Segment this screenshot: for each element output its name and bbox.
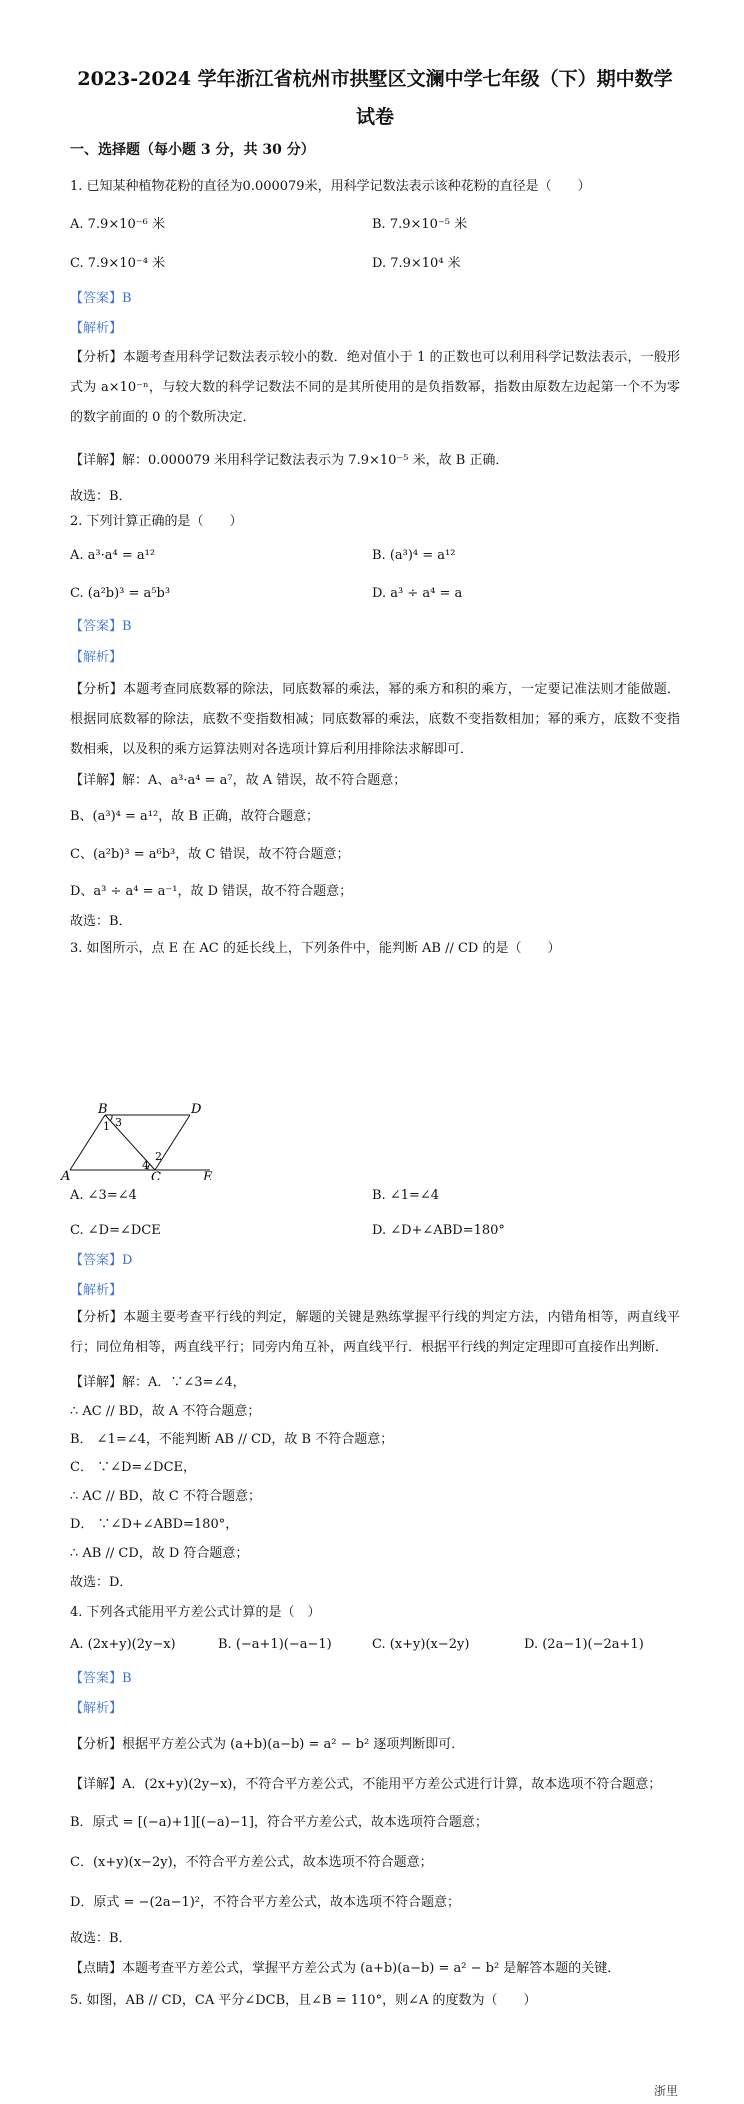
q1-stem: 1. 已知某种植物花粉的直径为0.000079米，用科学记数法表示该种花粉的直径是（ ）: [70, 179, 591, 194]
q4-review: 【点睛】本题考查平方差公式，掌握平方差公式为 (a+b)(a−b) = a² − b² 是解答本题的关键．: [70, 1961, 621, 1976]
q3-option-a: A. ∠3=∠4: [70, 1188, 137, 1203]
q4-detail-d: D．原式 = −(2a−1)²，不符合平方差公式，故本选项不符合题意；: [70, 1895, 461, 1910]
page-title: 2023-2024 学年浙江省杭州市拱墅区文澜中学七年级（下）期中数学: [77, 68, 673, 90]
q3-analysis: 【分析】本题主要考查平行线的判定，解题的关键是熟练掌握平行线的判定方法，内错角相等，两直线平行；同位角相等，两直线平行；同旁内角互补，两直线平行．根据平行线的判定定理即可直接作出判断．: [70, 1310, 680, 1355]
q2-option-c: C. (a²b)³ = a⁵b³: [70, 586, 171, 601]
q2-detail-c: C、(a²b)³ = a⁶b³，故 C 错误，故不符合题意；: [70, 847, 350, 862]
q4-analysis: 【分析】根据平方差公式为 (a+b)(a−b) = a² − b² 逐项判断即可．: [70, 1737, 465, 1752]
page-title-line2: 试卷: [355, 106, 394, 128]
q2-detail-a: 【详解】解：A、a³·a⁴ = a⁷，故 A 错误，故不符合题意；: [70, 773, 407, 788]
label-a: A: [61, 1169, 71, 1180]
q2-analysis: 【分析】本题考查同底数幂的除法，同底数幂的乘法，幂的乘方和积的乘方，一定要记准法则才能做题．根据同底数幂的除法，底数不变指数相减；同底数幂的乘法，底数不变指数相加；幂的乘方，底数不变指数相乘，以及积的乘方运算法则对各选项计算后利用排除法求解即可．: [70, 682, 680, 757]
q1-option-c: C. 7.9×10⁻⁴ 米: [70, 256, 166, 271]
q2-option-d: D. a³ ÷ a⁴ = a: [372, 586, 463, 601]
q1-analysis: 【分析】本题考查用科学记数法表示较小的数．绝对值小于 1 的正数也可以利用科学记数法表示，一般形式为 a×10⁻ⁿ，与较大数的科学记数法不同的是其所使用的是负指数幂，指数由原数左边起第一个不为零的数字前面的 0 的个数所决定．: [70, 350, 680, 425]
label-b: B: [98, 1102, 108, 1117]
angle-arc-3: [110, 1115, 112, 1121]
q4-option-c: C. (x+y)(x−2y): [372, 1637, 470, 1652]
q1-option-d: D. 7.9×10⁴ 米: [372, 256, 461, 271]
label-e: E: [203, 1170, 213, 1180]
q4-jiexi: 【解析】: [70, 1701, 123, 1716]
q5-stem: 5. 如图，AB // CD，CA 平分∠DCB，且∠B = 110°，则∠A 的度数为（ ）: [70, 1993, 537, 2008]
q3-detail-7: ∴ AB // CD，故 D 符合题意；: [70, 1546, 249, 1561]
q3-answer: 【答案】D: [70, 1253, 133, 1268]
q2-answer: 【答案】B: [70, 619, 132, 634]
q4-stem: 4. 下列各式能用平方差公式计算的是（ ）: [70, 1605, 321, 1620]
q3-option-d: D. ∠D+∠ABD=180°: [372, 1223, 505, 1238]
q3-detail-4: C． ∵∠D=∠DCE，: [70, 1460, 197, 1475]
label-c: C: [151, 1170, 161, 1180]
q3-option-c: C. ∠D=∠DCE: [70, 1223, 161, 1238]
q2-detail-d: D、a³ ÷ a⁴ = a⁻¹，故 D 错误，故不符合题意；: [70, 884, 353, 899]
q2-stem: 2. 下列计算正确的是（ ）: [70, 514, 243, 529]
q3-detail-2: ∴ AC // BD，故 A 不符合题意；: [70, 1404, 261, 1419]
q2-choose: 故选：B．: [70, 914, 132, 929]
q1-choose: 故选：B．: [70, 489, 132, 504]
q1-option-b: B. 7.9×10⁻⁵ 米: [372, 217, 468, 232]
q4-detail-c: C．(x+y)(x−2y)，不符合平方差公式，故本选项不符合题意；: [70, 1855, 433, 1870]
q3-detail-1: 【详解】解：A．∵∠3=∠4，: [70, 1375, 246, 1390]
q3-figure: [60, 1100, 220, 1180]
label-1: 1: [103, 1120, 110, 1133]
q4-detail-b: B．原式 = [(−a)+1][(−a)−1]，符合平方差公式，故本选项符合题意；: [70, 1815, 488, 1830]
q1-jiexi: 【解析】: [70, 321, 123, 336]
page-footer: 浙里: [654, 2084, 679, 2098]
q2-jiexi: 【解析】: [70, 650, 123, 665]
q4-option-d: D. (2a−1)(−2a+1): [524, 1637, 644, 1652]
q1-answer: 【答案】B: [70, 291, 132, 306]
q3-jiexi: 【解析】: [70, 1283, 123, 1298]
segment-ab: [70, 1115, 105, 1170]
q4-detail-a: 【详解】A．(2x+y)(2y−x)，不符合平方差公式，不能用平方差公式进行计算，故本选项不符合题意；: [70, 1777, 662, 1792]
q4-option-b: B. (−a+1)(−a−1): [218, 1637, 332, 1652]
q1-option-a: A. 7.9×10⁻⁶ 米: [70, 217, 165, 232]
q3-option-b: B. ∠1=∠4: [372, 1188, 440, 1203]
label-2: 2: [155, 1150, 162, 1163]
label-3: 3: [115, 1116, 122, 1129]
q2-option-b: B. (a³)⁴ = a¹²: [372, 548, 456, 563]
q3-detail-5: ∴ AC // BD，故 C 不符合题意；: [70, 1489, 261, 1504]
q4-answer: 【答案】B: [70, 1671, 132, 1686]
q3-choose: 故选：D．: [70, 1575, 133, 1590]
q3-detail-3: B． ∠1=∠4，不能判断 AB // CD，故 B 不符合题意；: [70, 1432, 394, 1447]
q2-detail-b: B、(a³)⁴ = a¹²，故 B 正确，故符合题意；: [70, 809, 320, 824]
label-d: D: [191, 1102, 202, 1117]
q1-detail: 【详解】解：0.000079 米用科学记数法表示为 7.9×10⁻⁵ 米，故 B 正确．: [70, 453, 509, 468]
q4-choose: 故选：B．: [70, 1931, 132, 1946]
q4-option-a: A. (2x+y)(2y−x): [70, 1637, 176, 1652]
q3-stem: 3. 如图所示，点 E 在 AC 的延长线上，下列条件中，能判断 AB // CD 的是（ ）: [70, 941, 561, 956]
q3-detail-6: D． ∵∠D+∠ABD=180°，: [70, 1517, 239, 1532]
section-heading: 一、选择题（每小题 3 分，共 30 分）: [70, 142, 315, 158]
q2-option-a: A. a³·a⁴ = a¹²: [70, 548, 156, 563]
label-4: 4: [142, 1159, 149, 1172]
